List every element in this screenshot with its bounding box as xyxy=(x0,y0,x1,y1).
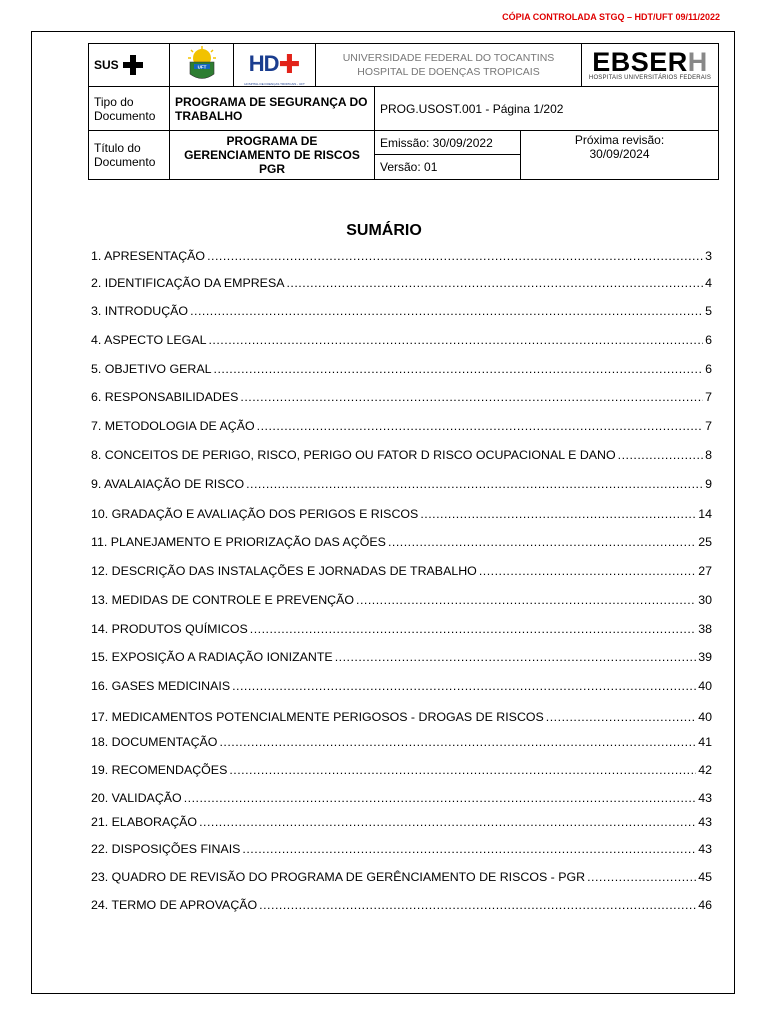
sus-cross-icon xyxy=(123,55,143,75)
toc-entry-title: 22. DISPOSIÇÕES FINAIS xyxy=(91,842,241,856)
sus-label: SUS xyxy=(94,58,119,72)
toc-entry-title: 11. PLANEJAMENTO E PRIORIZAÇÃO DAS AÇÕES xyxy=(91,535,386,549)
toc-entry-title: 5. OBJETIVO GERAL xyxy=(91,362,212,376)
doc-type-value: PROGRAMA DE SEGURANÇA DO TRABALHO xyxy=(170,87,375,131)
sus-logo-cell xyxy=(89,44,170,87)
toc-entry-page: 6 xyxy=(705,333,712,347)
controlled-copy-stamp: CÓPIA CONTROLADA STGQ – HDT/UFT 09/11/2022 xyxy=(502,12,720,22)
toc-leader-dots xyxy=(479,564,696,578)
toc-entry[interactable] xyxy=(91,477,712,491)
toc-leader-dots xyxy=(250,622,696,636)
toc-entry-page: 5 xyxy=(705,304,712,318)
toc-entry-page: 7 xyxy=(705,390,712,404)
toc-entry[interactable] xyxy=(91,593,712,607)
toc-entry-title: 8. CONCEITOS DE PERIGO, RISCO, PERIGO OU FATOR D RISCO OCUPACIONAL E DANO xyxy=(91,448,616,462)
toc-entry-page: 43 xyxy=(698,842,712,856)
uft-logo-text: UFT xyxy=(197,64,206,70)
toc-leader-dots xyxy=(257,419,703,433)
toc-entry-page: 45 xyxy=(698,870,712,884)
hdt-logo xyxy=(236,44,313,84)
ebserh-logo-name: EBSER xyxy=(592,47,688,77)
toc-leader-dots xyxy=(229,763,696,777)
toc-entry-title: 6. RESPONSABILIDADES xyxy=(91,390,239,404)
toc-entry[interactable] xyxy=(91,362,712,376)
toc-entry-title: 24. TERMO DE APROVAÇÃO xyxy=(91,898,258,912)
document-header-table xyxy=(88,43,719,180)
toc-entry[interactable] xyxy=(91,507,712,521)
sus-logo xyxy=(94,55,164,75)
toc-entry-page: 6 xyxy=(705,362,712,376)
toc-entry-page: 40 xyxy=(698,679,712,693)
toc-entry[interactable] xyxy=(91,419,712,433)
toc-leader-dots xyxy=(587,870,696,884)
toc-leader-dots xyxy=(190,304,703,318)
toc-entry-page: 40 xyxy=(698,710,712,724)
toc-entry-title: 12. DESCRIÇÃO DAS INSTALAÇÕES E JORNADAS DE TRABALHO xyxy=(91,564,477,578)
institution-cell xyxy=(316,44,582,87)
toc-entry[interactable] xyxy=(91,622,712,636)
hdt-cross-icon: ✚ xyxy=(278,49,301,79)
toc-leader-dots xyxy=(259,898,696,912)
toc-leader-dots xyxy=(184,791,697,805)
toc-leader-dots xyxy=(219,735,696,749)
toc-leader-dots xyxy=(199,815,696,829)
toc-entry[interactable] xyxy=(91,815,712,829)
hdt-logo-name: HD xyxy=(248,51,279,76)
toc-entry[interactable] xyxy=(91,735,712,749)
toc-entry-page: 38 xyxy=(698,622,712,636)
ebserh-logo-cell xyxy=(582,44,719,87)
toc-entry[interactable] xyxy=(91,710,712,724)
toc-entry-title: 19. RECOMENDAÇÕES xyxy=(91,763,228,777)
toc-entry-page: 30 xyxy=(698,593,712,607)
hdt-logo-cell xyxy=(234,44,316,87)
toc-entry-title: 14. PRODUTOS QUÍMICOS xyxy=(91,622,248,636)
title-value: PROGRAMA DE GERENCIAMENTO DE RISCOS PGR xyxy=(170,131,375,180)
uft-crest-icon xyxy=(182,46,222,84)
toc-entry-title: 20. VALIDAÇÃO xyxy=(91,791,182,805)
toc-leader-dots xyxy=(420,507,696,521)
toc-entry-title: 9. AVALAIAÇÃO DE RISCO xyxy=(91,477,245,491)
doc-code: PROG.USOST.001 - Página 1/202 xyxy=(375,87,719,131)
toc-entry[interactable] xyxy=(91,564,712,578)
next-review xyxy=(521,131,719,180)
toc-entry-page: 25 xyxy=(698,535,712,549)
toc-entry-page: 39 xyxy=(698,650,712,664)
toc-leader-dots xyxy=(242,842,696,856)
toc-entry-title: 3. INTRODUÇÃO xyxy=(91,304,189,318)
hdt-logo-subtitle: HOSPITAL DE DOENÇAS TROPICAIS - UFT xyxy=(244,82,305,86)
toc-entry-title: 4. ASPECTO LEGAL xyxy=(91,333,207,347)
toc-leader-dots xyxy=(246,477,703,491)
ebserh-logo xyxy=(584,49,716,75)
toc-entry-title: 21. ELABORAÇÃO xyxy=(91,815,198,829)
toc-entry-page: 9 xyxy=(705,477,712,491)
toc-entry[interactable] xyxy=(91,842,712,856)
toc-entry-title: 23. QUADRO DE REVISÃO DO PROGRAMA DE GERÊNCIAMENTO DE RISCOS - PGR xyxy=(91,870,586,884)
toc-entry-title: 7. METODOLOGIA DE AÇÃO xyxy=(91,419,255,433)
toc-entry[interactable] xyxy=(91,898,712,912)
toc-entry-page: 42 xyxy=(698,763,712,777)
toc-entry-page: 3 xyxy=(705,249,712,263)
toc-entry-title: 18. DOCUMENTAÇÃO xyxy=(91,735,218,749)
toc-leader-dots xyxy=(388,535,696,549)
toc-entry-title: 17. MEDICAMENTOS POTENCIALMENTE PERIGOSOS - DROGAS DE RISCOS xyxy=(91,710,544,724)
toc-entry-title: 13. MEDIDAS DE CONTROLE E PREVENÇÃO xyxy=(91,593,355,607)
toc-entry[interactable] xyxy=(91,276,712,290)
toc-entry[interactable] xyxy=(91,304,712,318)
toc-entry-title: 16. GASES MEDICINAIS xyxy=(91,679,231,693)
ebserh-logo-letter: H xyxy=(687,47,708,77)
university-name: UNIVERSIDADE FEDERAL DO TOCANTINS xyxy=(342,52,555,64)
toc-entry[interactable] xyxy=(91,650,712,664)
toc-entry[interactable] xyxy=(91,763,712,777)
toc-entry[interactable] xyxy=(91,249,712,263)
emission-date: Emissão: 30/09/2022 xyxy=(375,131,521,155)
title-label: Título do Documento xyxy=(89,131,170,180)
toc-entry-page: 43 xyxy=(698,791,712,805)
toc-leader-dots xyxy=(214,362,704,376)
next-review-date: 30/09/2024 xyxy=(589,147,650,161)
toc-entry[interactable] xyxy=(91,333,712,347)
toc-leader-dots xyxy=(546,710,696,724)
toc-leader-dots xyxy=(240,390,703,404)
toc-leader-dots xyxy=(356,593,696,607)
toc-entry[interactable] xyxy=(91,390,712,404)
summary-title: SUMÁRIO xyxy=(346,222,422,239)
toc-leader-dots xyxy=(208,333,703,347)
toc-leader-dots xyxy=(232,679,696,693)
toc-leader-dots xyxy=(207,249,703,263)
toc-entry-page: 27 xyxy=(698,564,712,578)
toc-entry[interactable] xyxy=(91,679,712,693)
toc-entry[interactable] xyxy=(91,535,712,549)
toc-leader-dots xyxy=(618,448,703,462)
toc-entry[interactable] xyxy=(91,448,712,462)
toc-entry-title: 15. EXPOSIÇÃO A RADIAÇÃO IONIZANTE xyxy=(91,650,333,664)
toc-entry-page: 7 xyxy=(705,419,712,433)
toc-entry[interactable] xyxy=(91,791,712,805)
toc-entry-page: 43 xyxy=(698,815,712,829)
hospital-name: HOSPITAL DE DOENÇAS TROPICAIS xyxy=(357,66,540,78)
toc-entry-page: 41 xyxy=(698,735,712,749)
toc-entry-page: 46 xyxy=(698,898,712,912)
toc-entry-title: 2. IDENTIFICAÇÃO DA EMPRESA xyxy=(91,276,285,290)
version: Versão: 01 xyxy=(375,155,521,180)
next-review-label: Próxima revisão: xyxy=(574,133,665,147)
ebserh-logo-subtitle: HOSPITAIS UNIVERSITÁRIOS FEDERAIS xyxy=(588,75,712,81)
uft-logo-cell xyxy=(170,44,234,87)
doc-type-label: Tipo do Documento xyxy=(89,87,170,131)
toc-leader-dots xyxy=(335,650,697,664)
toc-entry[interactable] xyxy=(91,870,712,884)
toc-entry-title: 1. APRESENTAÇÃO xyxy=(91,249,206,263)
toc-entry-page: 8 xyxy=(705,448,712,462)
toc-leader-dots xyxy=(286,276,703,290)
toc-entry-page: 14 xyxy=(698,507,712,521)
toc-entry-page: 4 xyxy=(705,276,712,290)
toc-entry-title: 10. GRADAÇÃO E AVALIAÇÃO DOS PERIGOS E RISCOS xyxy=(91,507,419,521)
